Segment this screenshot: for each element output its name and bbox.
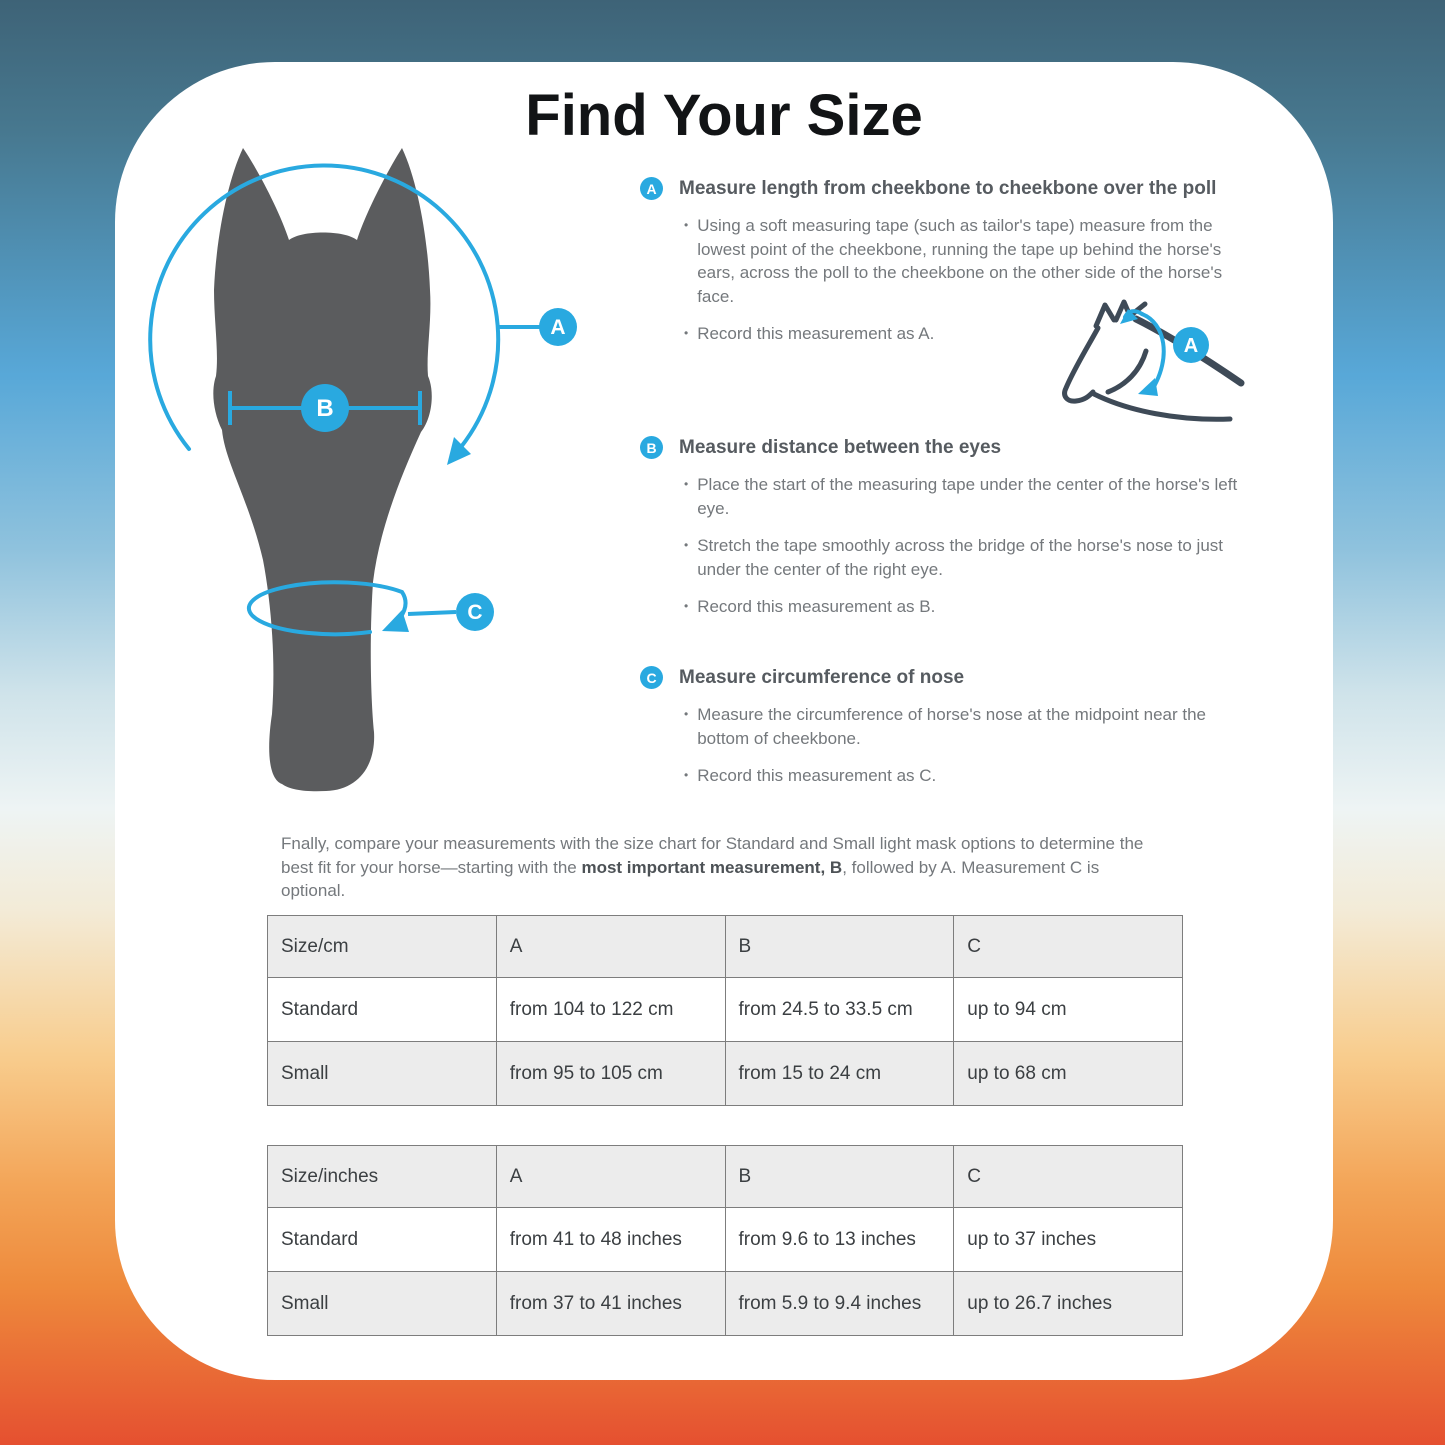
horse-face-line [1065, 328, 1098, 401]
section-a-heading: Measure length from cheekbone to cheekbone over the poll [679, 178, 1217, 199]
header-cell: A [496, 1146, 725, 1208]
bullet-text: Stretch the tape smoothly across the bridge of the horse's nose to just under the center of the right eye. [697, 536, 1224, 579]
header-cell: C [954, 916, 1183, 978]
bullet-icon: • [684, 326, 689, 340]
section-a-badge: A [640, 177, 663, 200]
table-cell: from 15 to 24 cm [725, 1042, 954, 1106]
table-cell: Small [268, 1042, 497, 1106]
bullet-text: Measure the circumference of horse's nose at the midpoint near the bottom of cheekbone. [697, 705, 1206, 748]
table-cell: from 41 to 48 inches [496, 1208, 725, 1272]
list-item [684, 534, 1262, 581]
header-cell: C [954, 1146, 1183, 1208]
table-cell: from 104 to 122 cm [496, 978, 725, 1042]
c-badge-letter: C [467, 601, 483, 624]
section-b-heading: Measure distance between the eyes [679, 437, 1002, 458]
bullet-text: Record this measurement as C. [697, 766, 937, 785]
profile-a-badge-letter: A [1183, 335, 1199, 357]
bullet-icon: • [684, 707, 689, 721]
table-cell: Standard [268, 1208, 497, 1272]
table-cell: from 24.5 to 33.5 cm [725, 978, 954, 1042]
table-row [268, 1208, 1183, 1272]
bullet-icon: • [684, 768, 689, 782]
table-header-row [268, 1146, 1183, 1208]
bullet-text: Record this measurement as A. [697, 324, 935, 343]
header-cell: B [725, 916, 954, 978]
closing-text-post: , followed by A. Measurement C is optional. [281, 857, 1100, 900]
list-item [684, 703, 1262, 750]
section-c-heading: Measure circumference of nose [679, 667, 965, 688]
list-item [684, 473, 1262, 520]
horse-jaw-line [1108, 351, 1146, 392]
section-measure-b [640, 436, 1288, 633]
table-header-row [268, 916, 1183, 978]
table-row [268, 978, 1183, 1042]
a-badge-letter: A [550, 316, 566, 339]
horse-head-measurement-diagram [130, 140, 600, 805]
header-cell: Size/cm [268, 916, 497, 978]
bullet-icon: • [684, 538, 689, 552]
bullet-icon: • [684, 477, 689, 491]
header-cell: A [496, 916, 725, 978]
header-cell: Size/inches [268, 1146, 497, 1208]
bullet-icon: • [684, 218, 689, 232]
horse-head-silhouette-shape [213, 148, 431, 791]
section-b-badge: B [640, 436, 663, 459]
tape-bottom-arrowhead [1138, 378, 1158, 396]
table-cell: from 95 to 105 cm [496, 1042, 725, 1106]
table-cell: up to 37 inches [954, 1208, 1183, 1272]
section-c-badge: C [640, 666, 663, 689]
table-row [268, 1042, 1183, 1106]
table-cell: from 37 to 41 inches [496, 1272, 725, 1336]
size-table-cm [267, 915, 1183, 1106]
closing-text-pre: Fnally, compare your measurements with the size chart for Standard and Small light mask options to determine the best fit for your horse—starting with the [281, 834, 1144, 877]
table-cell: Standard [268, 978, 497, 1042]
closing-paragraph [281, 832, 1165, 903]
table-row [268, 1272, 1183, 1336]
page-title: Find Your Size [525, 83, 923, 148]
bullet-text: Record this measurement as B. [697, 597, 936, 616]
table-cell: up to 94 cm [954, 978, 1183, 1042]
closing-text-bold: most important measurement, B [581, 857, 843, 877]
table-cell: up to 26.7 inches [954, 1272, 1183, 1336]
c-badge-connector [408, 612, 456, 614]
bullet-text: Place the start of the measuring tape under the center of the horse's left eye. [697, 475, 1238, 518]
header-cell: B [725, 1146, 954, 1208]
size-table-inches [267, 1145, 1183, 1336]
table-cell: up to 68 cm [954, 1042, 1183, 1106]
table-cell: from 5.9 to 9.4 inches [725, 1272, 954, 1336]
table-cell: from 9.6 to 13 inches [725, 1208, 954, 1272]
b-badge-letter: B [316, 395, 334, 422]
list-item [684, 764, 1262, 788]
bullet-icon: • [684, 599, 689, 613]
list-item [684, 595, 1262, 619]
section-measure-c [640, 666, 1288, 802]
horse-ears-line [1096, 305, 1114, 326]
horse-profile-tape-illustration [1058, 293, 1253, 438]
bullet-text: Using a soft measuring tape (such as tailor's tape) measure from the lowest point of the cheekbone, running the tape up behind the horse's ears, across the poll to the cheekbone on the other side of the horse's face. [697, 216, 1223, 306]
horse-neck-bottom-line [1094, 394, 1230, 419]
table-cell: Small [268, 1272, 497, 1336]
